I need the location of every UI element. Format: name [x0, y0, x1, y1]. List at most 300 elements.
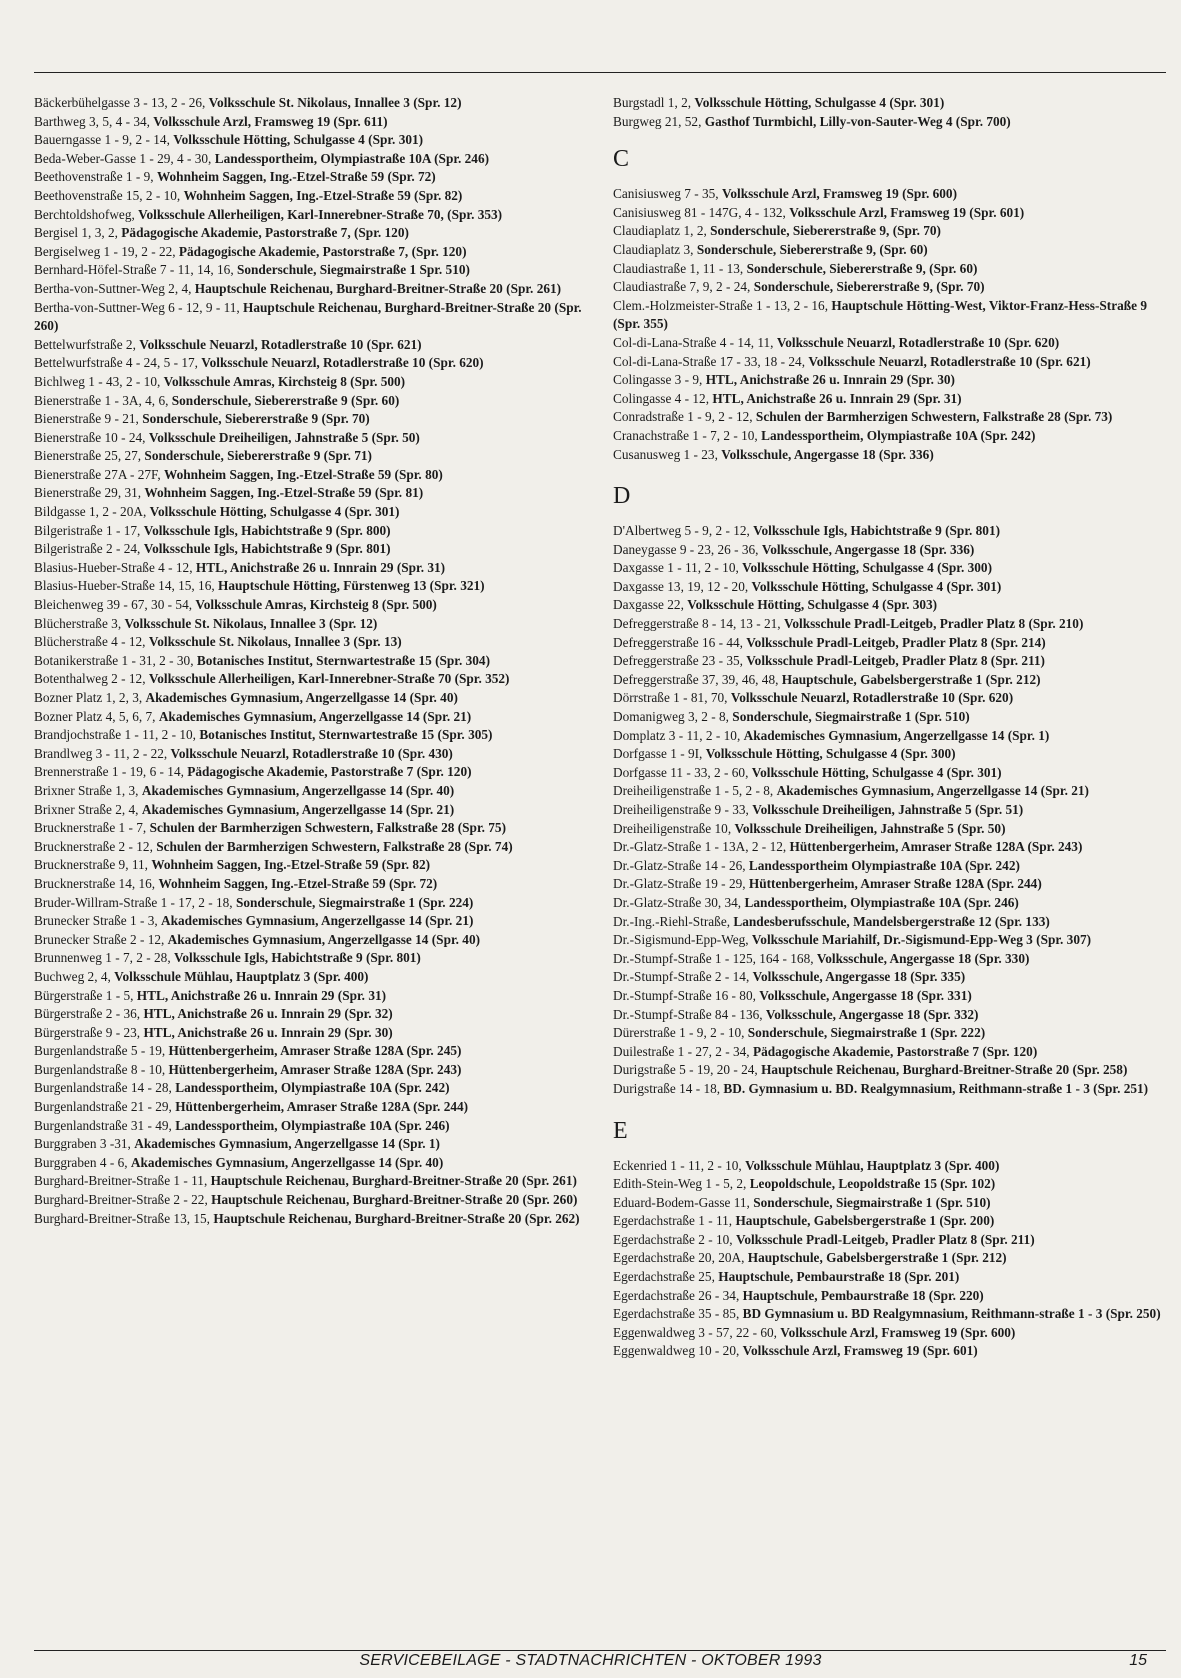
index-entry: [34, 1005, 596, 1024]
street-name: Dreiheiligenstraße 9 - 33,: [613, 802, 749, 817]
street-name: Eduard-Bodem-Gasse 11,: [613, 1194, 750, 1210]
index-entry: [34, 856, 596, 875]
street-name: Brennerstraße 1 - 19, 6 - 14,: [34, 764, 184, 780]
index-entry: [34, 670, 596, 689]
school-assignment: Hauptschule, Pembaurstraße 18 (Spr. 220): [742, 1287, 984, 1303]
street-name: Canisiusweg 7 - 35,: [613, 186, 719, 202]
school-assignment: Volksschule Pradl-Leitgeb, Pradler Platz 8 (Spr. 211): [735, 1231, 1035, 1247]
street-name: Blasius-Hueber-Straße 14, 15, 16,: [34, 578, 215, 594]
street-name: Brixner Straße 1, 3,: [34, 782, 139, 798]
section-letter-e: E: [613, 1117, 628, 1144]
section-letter-d: D: [613, 483, 631, 510]
index-entry: [613, 278, 1166, 297]
school-assignment: Schulen der Barmherzigen Schwestern, Falkstraße 28 (Spr. 74): [156, 838, 513, 854]
index-entry: [613, 931, 1166, 950]
index-entry: [34, 354, 596, 373]
section-letter-c: C: [613, 146, 630, 173]
school-assignment: Volksschule Dreiheiligen, Jahnstraße 5 (Spr. 50): [148, 429, 420, 445]
school-assignment: Gasthof Turmbichl, Lilly-von-Sauter-Weg 4 (Spr. 700): [704, 113, 1011, 129]
school-assignment: Sonderschule, Siegmairstraße 1 (Spr. 222): [747, 1025, 986, 1041]
school-assignment: Hauptschule Hötting, Fürstenweg 13 (Spr. 321): [218, 578, 485, 594]
school-assignment: Hauptschule Reichenau, Burghard-Breitner-Straße 20 (Spr. 262): [213, 1210, 580, 1226]
school-assignment: Botanisches Institut, Sternwartestraße 15 (Spr. 304): [196, 652, 491, 668]
index-entry: [34, 1154, 596, 1173]
school-assignment: Akademisches Gymnasium, Angerzellgasse 14 (Spr. 21): [141, 801, 455, 817]
index-entry: [34, 708, 596, 727]
street-name: Egerdachstraße 35 - 85,: [613, 1306, 740, 1322]
street-name: Bertha-von-Suttner-Weg 6 - 12, 9 - 11,: [34, 299, 240, 315]
school-assignment: Volksschule Allerheiligen, Karl-Innerebner-Straße 70, (Spr. 353): [138, 206, 503, 222]
school-assignment: Hauptschule Hötting-West, Viktor-Franz-Hess-Straße 9 (Spr. 355): [613, 297, 1148, 332]
school-assignment: Akademisches Gymnasium, Angerzellgasse 14 (Spr. 1): [743, 727, 1050, 743]
index-entry: [613, 987, 1166, 1006]
index-entry: [613, 371, 1166, 390]
index-entry: [34, 243, 596, 262]
street-name: Burgenlandstraße 14 - 28,: [34, 1080, 172, 1096]
street-name: Bertha-von-Suttner-Weg 2, 4,: [34, 280, 192, 296]
school-assignment: Landessportheim, Olympiastraße 10A (Spr. 246): [175, 1117, 450, 1133]
school-assignment: Sonderschule, Siegmairstraße 1 Spr. 510): [236, 262, 470, 278]
index-entry: [613, 615, 1166, 634]
index-entry: [34, 131, 596, 150]
index-entry: [613, 875, 1166, 894]
school-assignment: Botanisches Institut, Sternwartestraße 15 (Spr. 305): [199, 727, 493, 743]
school-assignment: Hauptschule Reichenau, Burghard-Breitner-Straße 20 (Spr. 261): [194, 280, 562, 296]
street-name: Defreggerstraße 8 - 14, 13 - 21,: [613, 616, 781, 632]
street-name: Blasius-Hueber-Straße 4 - 12,: [34, 559, 193, 575]
street-name: Clem.-Holzmeister-Straße 1 - 13, 2 - 16,: [613, 297, 829, 313]
street-name: Burgenlandstraße 8 - 10,: [34, 1061, 166, 1077]
index-entry: [34, 392, 596, 411]
school-assignment: Volksschule Hötting, Schulgasse 4 (Spr. 301): [173, 132, 424, 148]
index-entry: [34, 1191, 596, 1210]
street-name: Brucknerstraße 14, 16,: [34, 875, 156, 891]
index-entry: [613, 1231, 1166, 1250]
school-assignment: Hauptschule Reichenau, Burghard-Breitner-Straße 20 (Spr. 260): [211, 1192, 578, 1208]
street-name: Bergiselweg 1 - 19, 2 - 22,: [34, 243, 176, 259]
school-assignment: Landessportheim Olympiastraße 10A (Spr. 242): [748, 857, 1020, 873]
street-name: Burgenlandstraße 21 - 29,: [34, 1099, 172, 1115]
school-assignment: Volksschule Neuarzl, Rotadlerstraße 10 (Spr. 620): [201, 355, 484, 371]
street-name: Daxgasse 13, 19, 12 - 20,: [613, 578, 749, 594]
street-name: Bienerstraße 25, 27,: [34, 448, 142, 464]
school-assignment: Schulen der Barmherzigen Schwestern, Falkstraße 28 (Spr. 75): [149, 820, 506, 836]
street-name: Brucknerstraße 2 - 12,: [34, 838, 153, 854]
school-assignment: Sonderschule, Siebererstraße 9, (Spr. 60): [696, 241, 928, 257]
school-assignment: Hüttenbergerheim, Amraser Straße 128A (Spr. 244): [748, 876, 1042, 892]
street-name: Blücherstraße 3,: [34, 615, 122, 631]
street-name: Edith-Stein-Weg 1 - 5, 2,: [613, 1176, 747, 1192]
page-number: 15: [1129, 1652, 1147, 1669]
school-assignment: Akademisches Gymnasium, Angerzellgasse 14 (Spr. 21): [161, 913, 474, 929]
school-assignment: HTL, Anichstraße 26 u. Innrain 29 (Spr. 31): [712, 390, 962, 406]
school-assignment: Hüttenbergerheim, Amraser Straße 128A (Spr. 243): [789, 839, 1083, 855]
street-name: D'Albertweg 5 - 9, 2 - 12,: [613, 523, 750, 539]
index-entry: [34, 261, 596, 280]
school-assignment: Akademisches Gymnasium, Angerzellgasse 14 (Spr. 40): [130, 1154, 444, 1170]
street-name: Claudiaplatz 1, 2,: [613, 223, 707, 239]
index-entry: [613, 671, 1166, 690]
school-assignment: Volksschule Mühlau, Hauptplatz 3 (Spr. 400): [745, 1157, 1000, 1173]
school-assignment: Volksschule Pradl-Leitgeb, Pradler Platz 8 (Spr. 211): [746, 653, 1045, 669]
street-name: Brucknerstraße 1 - 7,: [34, 820, 147, 836]
street-name: Dr.-Stumpf-Straße 84 - 136,: [613, 1006, 763, 1022]
street-name: Brandjochstraße 1 - 11, 2 - 10,: [34, 727, 196, 743]
school-assignment: Volksschule Hötting, Schulgasse 4 (Spr. 300): [742, 560, 993, 576]
school-assignment: Wohnheim Saggen, Ing.-Etzel-Straße 59 (Spr. 72): [156, 169, 436, 185]
school-assignment: Leopoldschule, Leopoldstraße 15 (Spr. 102): [749, 1176, 996, 1192]
index-entry: [613, 1006, 1166, 1025]
school-assignment: Pädagogische Akademie, Pastorstraße 7, (Spr. 120): [121, 225, 409, 241]
index-entry: [613, 1268, 1166, 1287]
school-assignment: HTL, Anichstraße 26 u. Innrain 29 (Spr. 31): [195, 559, 446, 575]
index-entry: [34, 336, 596, 355]
street-name: Burgweg 21, 52,: [613, 113, 702, 129]
index-entry: [613, 1024, 1166, 1043]
school-assignment: Sonderschule, Siegmairstraße 1 (Spr. 224): [235, 894, 474, 910]
index-entry: [613, 185, 1166, 204]
street-name: Burghard-Breitner-Straße 2 - 22,: [34, 1192, 208, 1208]
street-name: Beethovenstraße 15, 2 - 10,: [34, 187, 181, 203]
street-name: Burghard-Breitner-Straße 13, 15,: [34, 1210, 210, 1226]
index-entry: [613, 541, 1166, 560]
street-name: Eggenwaldweg 10 - 20,: [613, 1343, 740, 1359]
index-entry: [613, 1080, 1166, 1099]
street-name: Daneygasse 9 - 23, 26 - 36,: [613, 541, 759, 557]
index-entry: [34, 299, 596, 336]
school-assignment: Volksschule St. Nikolaus, Innallee 3 (Spr. 12): [124, 615, 378, 631]
street-name: Berchtoldshofweg,: [34, 206, 135, 222]
street-name: Dürerstraße 1 - 9, 2 - 10,: [613, 1025, 745, 1041]
school-assignment: Landessportheim, Olympiastraße 10A (Spr. 246): [214, 150, 490, 166]
street-name: Bleichenweg 39 - 67, 30 - 54,: [34, 597, 193, 613]
street-name: Dorfgasse 1 - 9I,: [613, 746, 703, 762]
index-entry: [34, 522, 596, 541]
school-assignment: Hüttenbergerheim, Amraser Straße 128A (Spr. 244): [175, 1099, 469, 1115]
street-name: Bichlweg 1 - 43, 2 - 10,: [34, 373, 161, 389]
index-entry: [34, 280, 596, 299]
school-assignment: Sonderschule, Siebererstraße 9 (Spr. 60): [171, 392, 400, 408]
street-name: Bienerstraße 10 - 24,: [34, 429, 146, 445]
index-entry: [34, 726, 596, 745]
index-entry: [34, 801, 596, 820]
street-name: Bozner Platz 4, 5, 6, 7,: [34, 708, 156, 724]
street-name: Dorfgasse 11 - 33, 2 - 60,: [613, 764, 749, 780]
school-assignment: Volksschule Mariahilf, Dr.-Sigismund-Epp-Weg 3 (Spr. 307): [751, 932, 1092, 948]
street-name: Bauerngasse 1 - 9, 2 - 14,: [34, 132, 170, 148]
street-name: Col-di-Lana-Straße 17 - 33, 18 - 24,: [613, 353, 806, 369]
street-name: Beda-Weber-Gasse 1 - 29, 4 - 30,: [34, 150, 212, 166]
school-assignment: Sonderschule, Siebererstraße 9, (Spr. 70): [710, 223, 941, 239]
street-name: Bettelwurfstraße 2,: [34, 336, 136, 352]
index-entry: [613, 782, 1166, 801]
street-name: Bernhard-Höfel-Straße 7 - 11, 14, 16,: [34, 262, 234, 278]
index-entry: [613, 522, 1166, 541]
street-name: Dr.-Stumpf-Straße 1 - 125, 164 - 168,: [613, 950, 814, 966]
street-name: Barthweg 3, 5, 4 - 34,: [34, 113, 150, 129]
school-assignment: BD Gymnasium u. BD Realgymnasium, Reithmann-straße 1 - 3 (Spr. 250): [742, 1306, 1161, 1322]
school-assignment: Hüttenbergerheim, Amraser Straße 128A (Spr. 245): [168, 1043, 462, 1059]
index-entry: [34, 206, 596, 225]
street-name: Burgenlandstraße 31 - 49,: [34, 1117, 172, 1133]
school-assignment: Hauptschule, Gabelsbergerstraße 1 (Spr. 200): [735, 1213, 995, 1229]
school-assignment: Volksschule Igls, Habichtstraße 9 (Spr. 800): [143, 522, 391, 538]
street-name: Beethovenstraße 1 - 9,: [34, 169, 154, 185]
index-entry: [613, 390, 1166, 409]
street-name: Defreggerstraße 16 - 44,: [613, 634, 743, 650]
index-entry: [613, 1043, 1166, 1062]
index-entry: [613, 113, 1166, 132]
school-assignment: Volksschule Igls, Habichtstraße 9 (Spr. 801): [143, 541, 391, 557]
index-entry: [34, 1210, 596, 1229]
street-name: Duilestraße 1 - 27, 2 - 34,: [613, 1043, 750, 1059]
school-assignment: Volksschule Igls, Habichtstraße 9 (Spr. 801): [753, 523, 1001, 539]
street-name: Bienerstraße 1 - 3A, 4, 6,: [34, 392, 169, 408]
index-entry: [34, 633, 596, 652]
school-assignment: Pädagogische Akademie, Pastorstraße 7 (Spr. 120): [752, 1043, 1038, 1059]
index-entry: [613, 578, 1166, 597]
school-assignment: Volksschule Arzl, Framsweg 19 (Spr. 601): [742, 1343, 978, 1359]
index-entry: [613, 745, 1166, 764]
street-name: Dörrstraße 1 - 81, 70,: [613, 690, 728, 706]
index-entry: [613, 801, 1166, 820]
school-assignment: Volksschule Hötting, Schulgasse 4 (Spr. 300): [705, 746, 956, 762]
school-assignment: Volksschule Neuarzl, Rotadlerstraße 10 (Spr. 621): [808, 353, 1091, 369]
street-name: Burghard-Breitner-Straße 1 - 11,: [34, 1173, 208, 1189]
page-footer: [0, 1652, 1181, 1678]
street-name: Cusanusweg 1 - 23,: [613, 446, 718, 462]
index-entry: [34, 168, 596, 187]
index-entry: [34, 1042, 596, 1061]
index-entry: [613, 241, 1166, 260]
school-assignment: Hauptschule Reichenau, Burghard-Breitner-Straße 20 (Spr. 258): [761, 1062, 1128, 1078]
street-name: Bildgasse 1, 2 - 20A,: [34, 504, 147, 520]
index-entry: [613, 634, 1166, 653]
school-assignment: Volksschule Arzl, Framsweg 19 (Spr. 600): [780, 1324, 1016, 1340]
school-assignment: Hauptschule, Gabelsbergerstraße 1 (Spr. 212): [747, 1250, 1007, 1266]
index-entry: [34, 1024, 596, 1043]
street-name: Claudiastraße 1, 11 - 13,: [613, 260, 744, 276]
school-assignment: Hauptschule Reichenau, Burghard-Breitner-Straße 20 (Spr. 260): [34, 299, 582, 334]
street-name: Bettelwurfstraße 4 - 24, 5 - 17,: [34, 355, 198, 371]
street-name: Brunecker Straße 2 - 12,: [34, 931, 165, 947]
street-name: Dr.-Stumpf-Straße 2 - 14,: [613, 969, 750, 985]
street-name: Burgstadl 1, 2,: [613, 95, 692, 110]
index-entry: [613, 727, 1166, 746]
school-assignment: Wohnheim Saggen, Ing.-Etzel-Straße 59 (Spr. 82): [151, 857, 431, 873]
school-assignment: Hüttenbergerheim, Amraser Straße 128A (Spr. 243): [168, 1061, 462, 1077]
index-entry: [613, 1194, 1166, 1213]
school-assignment: Volksschule Hötting, Schulgasse 4 (Spr. 301): [694, 95, 945, 110]
street-name: Dr.-Glatz-Straße 14 - 26,: [613, 857, 746, 873]
street-name: Dreiheiligenstraße 1 - 5, 2 - 8,: [613, 783, 774, 799]
street-name: Botenthalweg 2 - 12,: [34, 671, 146, 687]
index-entry: [613, 1212, 1166, 1231]
school-assignment: Volksschule Hötting, Schulgasse 4 (Spr. 301): [149, 504, 400, 520]
index-entry: [34, 373, 596, 392]
school-assignment: Pädagogische Akademie, Pastorstraße 7 (Spr. 120): [187, 764, 472, 780]
street-name: Burgenlandstraße 5 - 19,: [34, 1043, 166, 1059]
street-name: Bürgerstraße 1 - 5,: [34, 987, 134, 1003]
street-name: Col-di-Lana-Straße 4 - 14, 11,: [613, 334, 774, 350]
street-name: Egerdachstraße 26 - 34,: [613, 1287, 740, 1303]
index-entry: [34, 1135, 596, 1154]
street-name: Brunnenweg 1 - 7, 2 - 28,: [34, 950, 171, 966]
school-assignment: Volksschule St. Nikolaus, Innallee 3 (Spr. 12): [208, 95, 462, 110]
street-name: Dr.-Glatz-Straße 30, 34,: [613, 894, 742, 910]
street-name: Blücherstraße 4 - 12,: [34, 634, 146, 650]
index-entry: [34, 187, 596, 206]
index-entry: [34, 1079, 596, 1098]
school-assignment: Sonderschule, Siebererstraße 9, (Spr. 70): [753, 279, 985, 295]
school-assignment: Volksschule Dreiheiligen, Jahnstraße 5 (Spr. 51): [752, 802, 1024, 817]
school-assignment: Volksschule, Angergasse 18 (Spr. 336): [721, 446, 934, 462]
school-assignment: Wohnheim Saggen, Ing.-Etzel-Straße 59 (Spr. 72): [158, 875, 438, 891]
school-assignment: Volksschule, Angergasse 18 (Spr. 336): [761, 541, 975, 557]
section-e-list: [613, 1157, 1166, 1362]
street-name: Conradstraße 1 - 9, 2 - 12,: [613, 409, 753, 425]
school-assignment: Volksschule Pradl-Leitgeb, Pradler Platz 8 (Spr. 210): [783, 616, 1084, 632]
school-assignment: HTL, Anichstraße 26 u. Innrain 29 (Spr. 32): [143, 1006, 393, 1022]
index-entry: [34, 763, 596, 782]
index-entry: [613, 950, 1166, 969]
index-entry: [34, 615, 596, 634]
street-name: Brucknerstraße 9, 11,: [34, 857, 148, 873]
street-name: Eggenwaldweg 3 - 57, 22 - 60,: [613, 1324, 777, 1340]
index-entry: [34, 1117, 596, 1136]
school-assignment: Volksschule Mühlau, Hauptplatz 3 (Spr. 400): [114, 968, 369, 984]
school-assignment: Landessportheim, Olympiastraße 10A (Spr. 246): [744, 894, 1019, 910]
index-entry: [34, 503, 596, 522]
street-name: Defreggerstraße 23 - 35,: [613, 653, 743, 669]
index-entry: [34, 652, 596, 671]
section-c-list: [613, 185, 1166, 464]
school-assignment: Sonderschule, Siegmairstraße 1 (Spr. 510): [732, 709, 970, 725]
index-entry: [613, 427, 1166, 446]
index-entry: [34, 931, 596, 950]
school-assignment: Wohnheim Saggen, Ing.-Etzel-Straße 59 (Spr. 82): [183, 187, 463, 203]
school-assignment: Akademisches Gymnasium, Angerzellgasse 14 (Spr. 21): [158, 708, 472, 724]
school-assignment: Volksschule Neuarzl, Rotadlerstraße 10 (Spr. 620): [730, 690, 1014, 706]
street-name: Bienerstraße 27A - 27F,: [34, 466, 161, 482]
street-name: Bilgeristraße 1 - 17,: [34, 522, 141, 538]
index-entry: [34, 875, 596, 894]
section-b-continued: [613, 94, 1166, 131]
index-entry: [34, 596, 596, 615]
index-entry: [34, 540, 596, 559]
index-entry: [34, 819, 596, 838]
street-name: Daxgasse 22,: [613, 597, 684, 613]
school-assignment: Wohnheim Saggen, Ing.-Etzel-Straße 59 (Spr. 80): [164, 466, 443, 482]
right-column: [613, 94, 1166, 1361]
index-entry: [613, 260, 1166, 279]
school-assignment: Pädagogische Akademie, Pastorstraße 7, (Spr. 120): [178, 243, 467, 259]
street-name: Bergisel 1, 3, 2,: [34, 225, 118, 241]
school-assignment: Volksschule Igls, Habichtstraße 9 (Spr. 801): [173, 950, 421, 966]
street-name: Botanikerstraße 1 - 31, 2 - 30,: [34, 652, 194, 668]
school-assignment: Volksschule Pradl-Leitgeb, Pradler Platz 8 (Spr. 214): [746, 634, 1046, 650]
index-entry: [613, 1342, 1166, 1361]
index-entry: [34, 912, 596, 931]
school-assignment: Volksschule, Angergasse 18 (Spr. 332): [765, 1006, 979, 1022]
street-name: Domanigweg 3, 2 - 8,: [613, 709, 729, 725]
school-assignment: Akademisches Gymnasium, Angerzellgasse 14 (Spr. 1): [134, 1136, 440, 1152]
top-rule: [34, 72, 1166, 73]
school-assignment: Volksschule Amras, Kirchsteig 8 (Spr. 500): [195, 597, 437, 613]
street-name: Egerdachstraße 2 - 10,: [613, 1231, 733, 1247]
street-name: Bienerstraße 9 - 21,: [34, 411, 139, 427]
street-name: Bürgerstraße 2 - 36,: [34, 1006, 141, 1022]
index-entry: [34, 484, 596, 503]
street-name: Egerdachstraße 1 - 11,: [613, 1213, 733, 1229]
street-name: Dr.-Sigismund-Epp-Weg,: [613, 932, 749, 948]
street-name: Buchweg 2, 4,: [34, 968, 111, 984]
index-entry: [34, 94, 596, 113]
school-assignment: Volksschule Arzl, Framsweg 19 (Spr. 601): [789, 204, 1025, 220]
index-entry: [613, 596, 1166, 615]
index-entry: [613, 222, 1166, 241]
street-name: Brunecker Straße 1 - 3,: [34, 913, 158, 929]
index-entry: [34, 1061, 596, 1080]
school-assignment: Sonderschule, Siegmairstraße 1 (Spr. 510): [753, 1194, 991, 1210]
index-entry: [34, 447, 596, 466]
street-name: Burggraben 4 - 6,: [34, 1154, 128, 1170]
street-name: Durigstraße 14 - 18,: [613, 1080, 721, 1096]
index-entry: [613, 652, 1166, 671]
school-assignment: Volksschule Arzl, Framsweg 19 (Spr. 611): [153, 113, 388, 129]
index-entry: [613, 1061, 1166, 1080]
street-name: Egerdachstraße 20, 20A,: [613, 1250, 745, 1266]
index-entry: [34, 1098, 596, 1117]
index-entry: [613, 1157, 1166, 1176]
index-entry: [613, 94, 1166, 113]
street-name: Durigstraße 5 - 19, 20 - 24,: [613, 1062, 758, 1078]
index-entry: [613, 913, 1166, 932]
street-name: Bozner Platz 1, 2, 3,: [34, 690, 143, 705]
street-name: Colingasse 3 - 9,: [613, 372, 703, 388]
index-entry: [34, 224, 596, 243]
street-name: Dr.-Ing.-Riehl-Straße,: [613, 913, 731, 929]
street-name: Dr.-Glatz-Straße 1 - 13A, 2 - 12,: [613, 839, 787, 855]
school-assignment: Volksschule Allerheiligen, Karl-Innerebner-Straße 70 (Spr. 352): [148, 671, 510, 687]
index-entry: [613, 204, 1166, 223]
index-entry: [613, 408, 1166, 427]
index-entry: [613, 820, 1166, 839]
street-name: Dr.-Glatz-Straße 19 - 29,: [613, 876, 746, 892]
street-name: Claudiastraße 7, 9, 2 - 24,: [613, 279, 751, 295]
index-entry: [613, 764, 1166, 783]
school-assignment: Volksschule Hötting, Schulgasse 4 (Spr. 303): [687, 597, 938, 613]
school-assignment: Hauptschule Reichenau, Burghard-Breitner-Straße 20 (Spr. 261): [210, 1173, 577, 1189]
index-entry: [34, 987, 596, 1006]
street-name: Eckenried 1 - 11, 2 - 10,: [613, 1157, 742, 1173]
index-entry: [613, 708, 1166, 727]
street-name: Cranachstraße 1 - 7, 2 - 10,: [613, 427, 758, 443]
footer-title: SERVICEBEILAGE - STADTNACHRICHTEN - OKTOBER 1993: [359, 1652, 822, 1669]
index-entry: [613, 1287, 1166, 1306]
school-assignment: Landessportheim, Olympiastraße 10A (Spr. 242): [175, 1080, 450, 1096]
street-name: Dr.-Stumpf-Straße 16 - 80,: [613, 987, 756, 1003]
school-assignment: Volksschule Hötting, Schulgasse 4 (Spr. 301): [751, 578, 1002, 594]
index-entry: [34, 577, 596, 596]
school-assignment: Sonderschule, Siebererstraße 9, (Spr. 60): [746, 260, 978, 276]
school-assignment: Akademisches Gymnasium, Angerzellgasse 14 (Spr. 40): [167, 931, 481, 947]
street-name: Brandlweg 3 - 11, 2 - 22,: [34, 745, 168, 761]
school-assignment: Volksschule Neuarzl, Rotadlerstraße 10 (Spr. 430): [170, 745, 453, 761]
index-entry: [613, 446, 1166, 465]
street-name: Dreiheiligenstraße 10,: [613, 820, 732, 836]
school-assignment: Volksschule Neuarzl, Rotadlerstraße 10 (Spr. 620): [776, 334, 1060, 350]
